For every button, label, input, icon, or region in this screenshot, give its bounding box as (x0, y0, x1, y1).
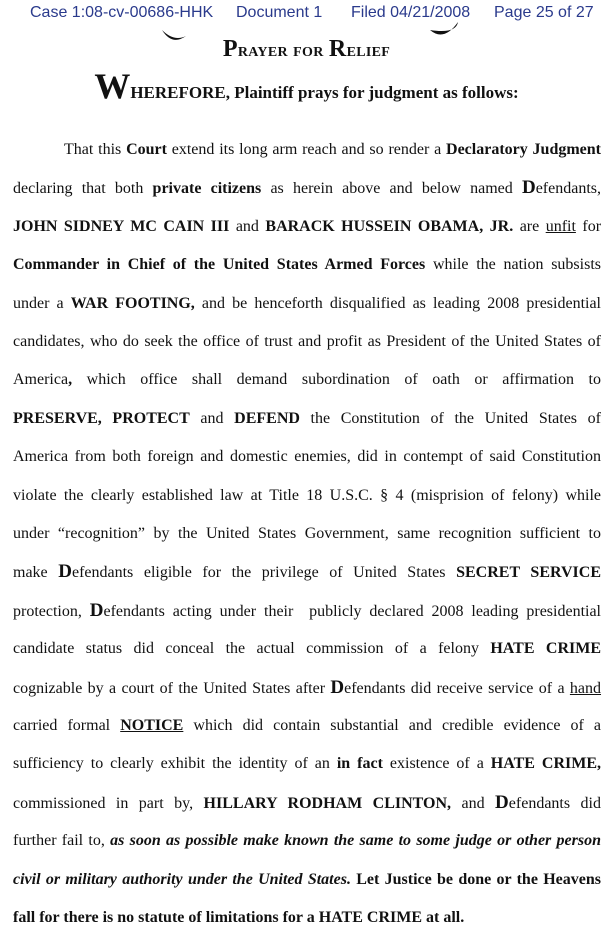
text-segment: candidate status did conceal the actual commission of a felony (13, 640, 491, 658)
text-segment: efendants acting under their publicly declared 2008 leading presidential (103, 602, 602, 620)
text-segment: hand (569, 679, 602, 697)
text-line (13, 601, 601, 622)
text-segment: DEFEND (234, 409, 300, 427)
text-line (13, 178, 601, 199)
text-segment: efendants, (535, 180, 602, 198)
text-segment: civil or military authority under the United States. (13, 870, 351, 888)
text-segment: existence of a (382, 755, 491, 773)
text-line (13, 370, 601, 390)
text-line (13, 754, 601, 774)
filed-date: Filed 04/21/2008 (351, 4, 471, 21)
text-segment: under “recognition” by the United States Government, same recognition sufficient to (13, 525, 601, 542)
text-segment: as herein above and below named (261, 180, 522, 198)
text-line (13, 870, 601, 890)
text-segment: and (451, 794, 496, 812)
case-number: Case 1:08-cv-00686-HHK (30, 4, 214, 21)
text-segment: declaring that both (13, 180, 153, 198)
text-segment: commissioned in part by, (13, 794, 204, 812)
text-segment: and be henceforth disqualified as leading 2008 presidential (194, 294, 602, 312)
text-segment: which office shall demand subordination of oath or affirmation to (72, 371, 601, 389)
text-segment: , (68, 371, 73, 389)
text-line (13, 678, 601, 699)
text-line (13, 524, 601, 544)
text-segment: violate the clearly established law at Title 18 U.S.C. § 4 (misprision of felony) while (13, 486, 601, 504)
wherefore-intro: WHEREFORE, Plaintiff prays for judgment as follows: (94, 66, 519, 106)
text-segment: HILLARY RODHAM CLINTON, (203, 794, 452, 812)
text-segment: Let Justice be done or the Heavens (350, 870, 602, 888)
text-segment: WAR FOOTING, (70, 294, 195, 312)
text-segment: BARACK HUSSEIN OBAMA, JR. (265, 217, 514, 235)
text-segment: while the nation subsists (425, 256, 601, 274)
text-line (13, 831, 601, 851)
text-segment: cognizable by a court of the United States after (13, 679, 331, 697)
text-line (13, 332, 601, 352)
text-segment: make (13, 564, 59, 582)
text-line (13, 255, 601, 275)
text-segment: PRESERVE, PROTECT (13, 409, 190, 427)
text-segment: SECRET SERVICE (456, 564, 601, 582)
text-line (13, 793, 601, 814)
text-segment: and (189, 409, 235, 427)
text-segment: for (575, 217, 602, 235)
text-line (13, 409, 601, 429)
text-segment: D (58, 561, 72, 583)
text-line (64, 140, 601, 160)
text-segment: D (495, 791, 509, 813)
text-segment: unfit (545, 217, 576, 235)
text-segment: sufficiency to clearly exhibit the identity of an (13, 755, 337, 773)
text-line (13, 217, 601, 237)
text-segment: as soon as possible make known the same to some judge or other person (110, 832, 602, 850)
text-line (13, 639, 601, 659)
text-line (13, 294, 601, 314)
text-segment: Declaratory Judgment (446, 141, 602, 158)
text-segment: HATE CRIME (490, 640, 602, 658)
text-segment: That this (64, 141, 127, 158)
text-segment: the Constitution of the United States of (299, 409, 601, 427)
text-segment: efendants did receive service of a (344, 679, 570, 697)
text-segment: candidates, who do seek the office of trust and profit as President of the United States of (13, 333, 601, 350)
text-segment: America (13, 371, 69, 389)
text-segment: D (89, 599, 104, 621)
document-number: Document 1 (236, 4, 323, 21)
text-segment: JOHN SIDNEY MC CAIN III (13, 217, 230, 235)
page-number: Page 25 of 27 (494, 4, 594, 21)
text-segment: D (521, 177, 536, 199)
text-segment: fall for there is no statute of limitations for a HATE CRIME at all. (13, 909, 465, 926)
text-segment: efendants did (508, 794, 601, 812)
text-segment: Court (126, 141, 167, 158)
text-segment: further fail to, (13, 832, 111, 850)
text-segment: efendants eligible for the privilege of United States (71, 564, 457, 582)
text-segment: Commander in Chief of the United States Armed Forces (13, 256, 426, 274)
text-line (13, 486, 601, 506)
text-segment: protection, (13, 602, 90, 620)
text-segment: and (229, 217, 266, 235)
text-segment: are (513, 217, 546, 235)
text-line (13, 562, 601, 583)
text-segment: in fact (336, 755, 383, 773)
text-segment: private citizens (152, 180, 262, 198)
text-segment: HATE CRIME, (490, 755, 602, 773)
text-segment: extend its long arm reach and so render a (166, 141, 447, 158)
text-segment: carried formal (13, 717, 121, 734)
text-segment: which did contain substantial and credible evidence of a (183, 717, 602, 734)
section-title: Prayer for Relief (222, 36, 391, 62)
text-line (13, 716, 601, 736)
text-segment: D (330, 676, 345, 698)
text-line (13, 447, 601, 467)
text-segment: NOTICE (120, 717, 184, 734)
text-line (13, 908, 601, 928)
text-segment: America from both foreign and domestic enemies, did in contempt of said Constitution (13, 448, 601, 466)
text-segment: under a (13, 294, 71, 312)
